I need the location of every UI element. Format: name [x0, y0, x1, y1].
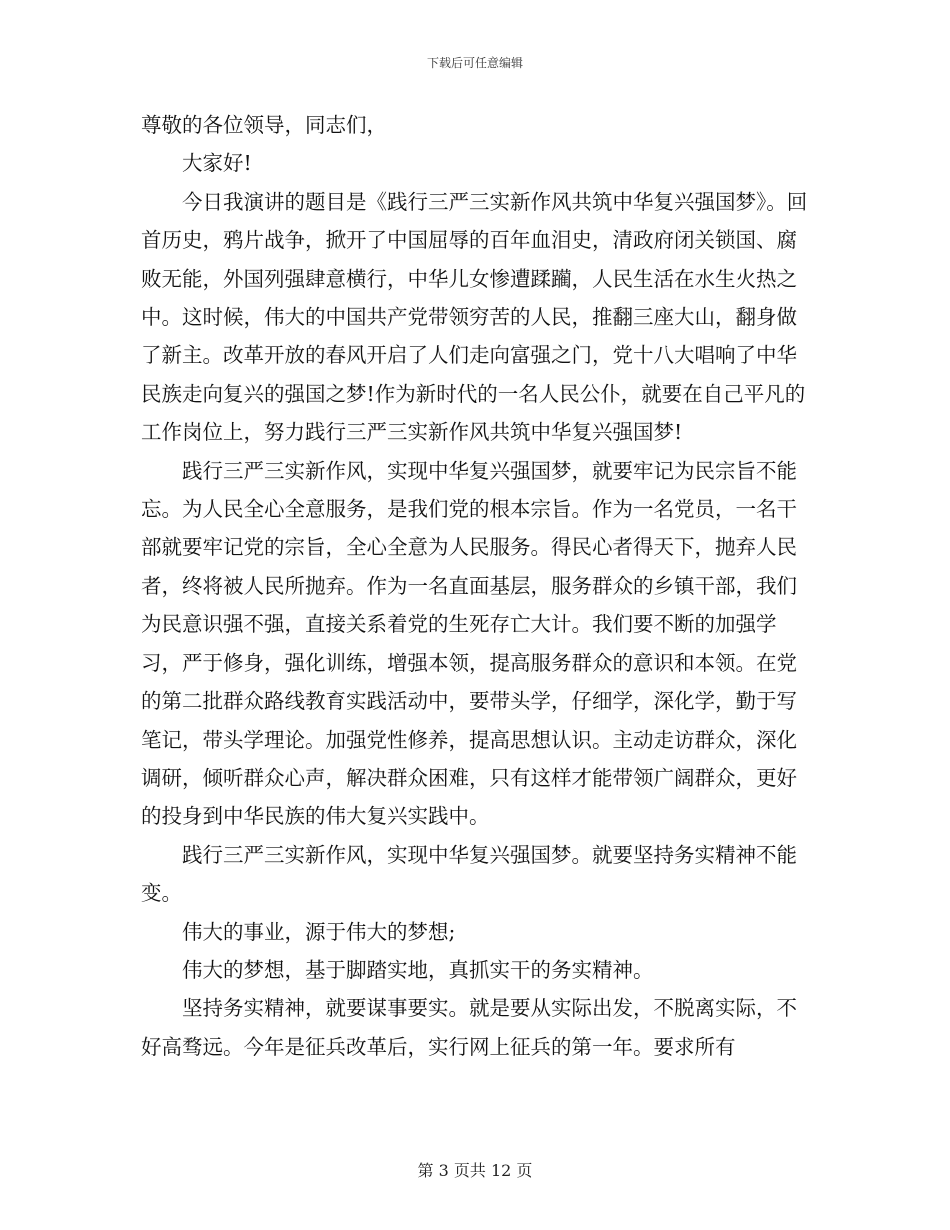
paragraph-pragmatism: 践行三严三实新作风，实现中华复兴强国梦。就要坚持务实精神不能变。: [141, 842, 797, 906]
document-body: [141, 106, 813, 1066]
greeting: 大家好!: [182, 151, 252, 176]
page-header: 下载后可任意编辑: [426, 56, 523, 70]
paragraph-great-cause: 伟大的事业，源于伟大的梦想;: [182, 919, 456, 944]
paragraph-great-dream: 伟大的梦想，基于脚踏实地，真抓实干的务实精神。: [182, 957, 654, 982]
paragraph-practical: 坚持务实精神，就要谋事要实。就是要从实际出发，不脱离实际，不好高骛远。今年是征兵改革后，实行网上征兵的第一年。要求所有: [141, 996, 797, 1059]
salutation: 尊敬的各位领导，同志们，: [141, 113, 387, 137]
paragraph-intro: 今日我演讲的题目是《践行三严三实新作风共筑中华复兴强国梦》。回首历史，鸦片战争，掀开了中国屈辱的百年血泪史，清政府闭关锁国、腐败无能，外国列强肆意横行，中华儿女惨遭蹂躏，人民生活在水生火热之中。这时候，伟大的中国共产党带领穷苦的人民，推翻三座大山，翻身做了新主。改革开放的春风开启了人们走向富强之门，党十八大唱响了中华民族走向复兴的强国之梦!作为新时代的一名人民公仆，就要在自己平凡的工作岗位上，努力践行三严三实新作风共筑中华复兴强国梦!: [141, 189, 808, 445]
page-number: 第 3 页共 12 页: [417, 1161, 533, 1180]
paragraph-purpose: 践行三严三实新作风，实现中华复兴强国梦，就要牢记为民宗旨不能忘。为人民全心全意服务，是我们党的根本宗旨。作为一名党员，一名干部就要牢记党的宗旨，全心全意为人民服务。得民心者得天下，抛弃人民者，终将被人民所抛弃。作为一名直面基层，服务群众的乡镇干部，我们为民意识强不强，直接关系着党的生死存亡大计。我们要不断的加强学习，严于修身，强化训练，增强本领，提高服务群众的意识和本领。在党的第二批群众路线教育实践活动中，要带头学，仔细学，深化学，勤于写笔记，带头学理论。加强党性修养，提高思想认识。主动走访群众，深化调研，倾听群众心声，解决群众困难，只有这样才能带领广阔群众，更好的投身到中华民族的伟大复兴实践中。: [141, 458, 797, 829]
